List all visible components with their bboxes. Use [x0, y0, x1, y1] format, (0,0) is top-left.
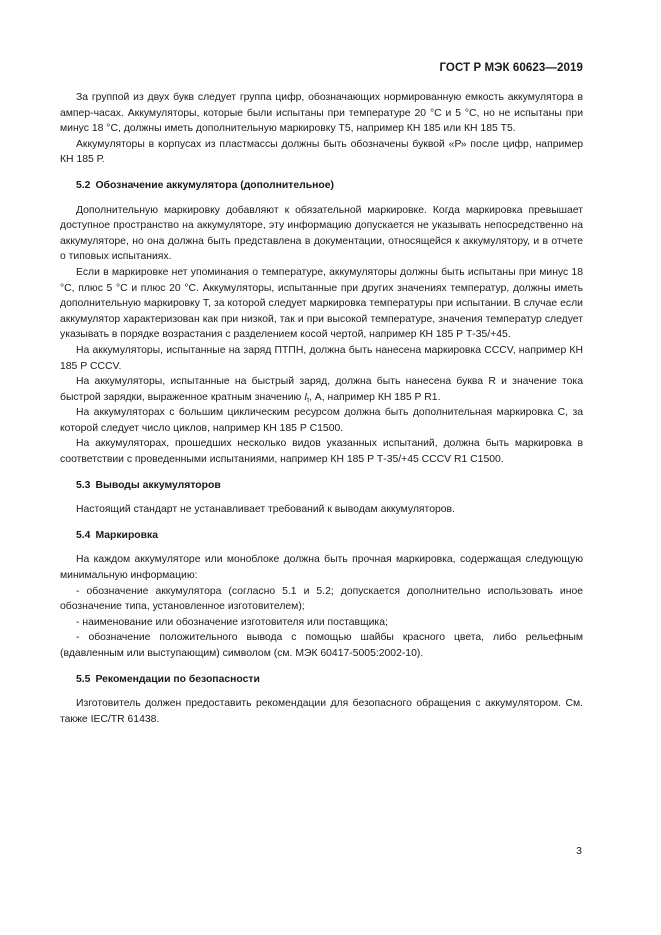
- paragraph: Изготовитель должен предоставить рекомендации для безопасного обращения с аккумулятором. См. также IEC/TR 61438.: [60, 698, 583, 725]
- section-title: Маркировка: [95, 529, 159, 541]
- section-number: 5.4: [76, 529, 91, 541]
- paragraph: На аккумуляторах с большим циклическим ресурсом должна быть дополнительная маркировка С, за которой следует число циклов, например КН 185 Р С1500.: [60, 407, 583, 434]
- list-item: - наименование или обозначение изготовителя или поставщика;: [76, 616, 388, 628]
- variable: I: [304, 391, 308, 403]
- paragraph: На аккумуляторы, испытанные на заряд ПТПН, должна быть нанесена маркировка CCCV, например КН 185 Р CCCV.: [60, 344, 583, 372]
- variable-subscript: t: [307, 396, 310, 404]
- section-title: Обозначение аккумулятора (дополнительное): [95, 179, 335, 191]
- paragraph: За группой из двух букв следует группа цифр, обозначающих нормированную емкость аккумулятора в ампер-часах. Аккумуляторы, которые были испытаны при температуре 20 °C и 5 °C, но не испытаны при минус 18 °C, должны иметь дополнительную маркировку Т5, например КН 185 или КН 185 Т5.: [60, 92, 583, 135]
- paragraph: На аккумуляторах, прошедших несколько видов указанных испытаний, должна быть маркировка в соответствии с проведенными испытаниями, например КН 185 Р Т-35/+45 CCCV R1 C1500.: [60, 438, 583, 466]
- section-number: 5.2: [76, 179, 91, 191]
- paragraph: Дополнительную маркировку добавляют к обязательной маркировке. Когда маркировка превышает доступное пространство на аккумуляторе, эту информацию допускается не указывать непосредственно на аккумуляторе, но она должна быть представлена в документации, относящейся к аккумулятору, и в отчете о типовых испытаниях.: [60, 204, 583, 263]
- list-item: - обозначение положительного вывода с помощью шайбы красного цвета, либо рельефным (вдавленным или выступающим) символом (см. МЭК 60417-5005:2002-10).: [60, 632, 583, 659]
- list-item: - обозначение аккумулятора (согласно 5.1 и 5.2; допускается дополнительно использовать иное обозначение типа, установленное изготовителем);: [60, 585, 583, 613]
- section-title: Рекомендации по безопасности: [95, 673, 260, 685]
- paragraph: На каждом аккумуляторе или моноблоке должна быть прочная маркировка, содержащая следующую минимальную информацию:: [60, 554, 583, 582]
- section-title: Выводы аккумуляторов: [95, 479, 221, 491]
- paragraph: Аккумуляторы в корпусах из пластмассы должны быть обозначены буквой «Р» после цифр, например КН 185 Р.: [60, 138, 583, 166]
- standard-header: ГОСТ Р МЭК 60623—2019: [439, 62, 583, 74]
- section-heading-5-2: [76, 178, 583, 194]
- paragraph: Если в маркировке нет упоминания о температуре, аккумуляторы должны быть испытаны при минус 18 °C, плюс 5 °C и плюс 20 °C. Аккумуляторы, испытанные при других значениях температур, должны иметь дополнительную маркировку Т, за которой следует маркировка температуры при испытании. В случае если аккумулятор характеризован как при низкой, так и при высокой температуре, значения температур следует указывать в порядке возрастания с разделением косой чертой, например КН 185 Р Т-35/+45.: [60, 266, 583, 341]
- section-heading-5-4: [76, 528, 583, 544]
- page-number: 3: [576, 845, 582, 857]
- paragraph: На аккумуляторы, испытанные на быстрый заряд, должна быть нанесена буква R и значение тока быстрой зарядки, выраженное кратным значению $I_t$, А, например КН 185 Р R1.: [60, 376, 583, 404]
- page-content: [60, 90, 583, 727]
- section-heading-5-5: [76, 672, 583, 688]
- section-number: 5.5: [76, 673, 91, 685]
- paragraph: Настоящий стандарт не устанавливает требований к выводам аккумуляторов.: [76, 504, 455, 516]
- section-number: 5.3: [76, 479, 91, 491]
- section-heading-5-3: [76, 478, 583, 494]
